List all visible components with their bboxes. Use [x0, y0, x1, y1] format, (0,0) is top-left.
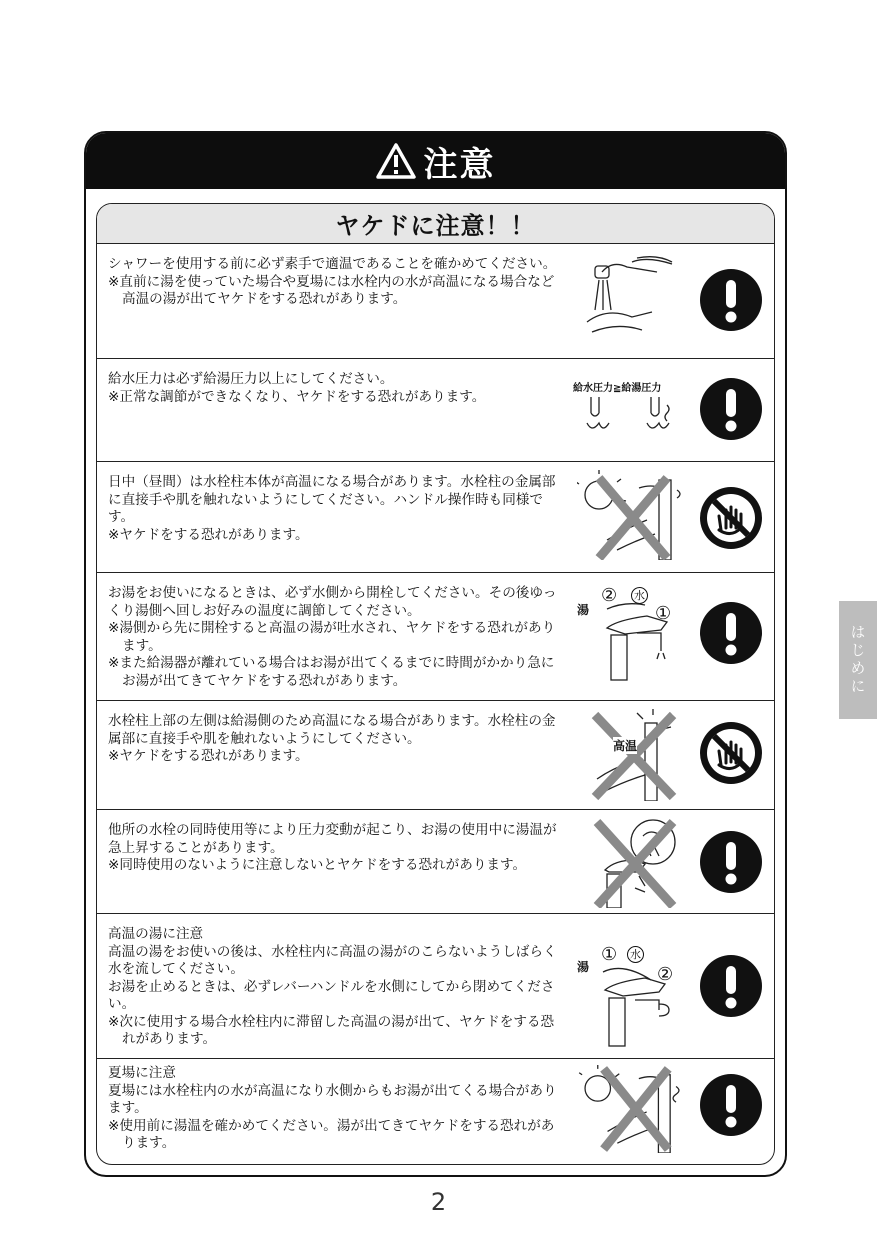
step-label: ② [657, 964, 674, 985]
mandatory-icon [699, 830, 763, 894]
lever-operation-illustration [577, 583, 687, 673]
warning-note: ※直前に湯を使っていた場合や夏場には水栓内の水が高温になる場合など高温の湯が出てヤケドをする恐れがあります。 [108, 273, 555, 307]
warning-text: 他所の水栓の同時使用等により圧力変動が起こり、お湯の使用中に湯温が急上昇することがあります。 [108, 822, 557, 856]
sun-hot-faucet-illustration [577, 470, 687, 560]
lever-close-illustration [577, 942, 687, 1032]
warning-row [97, 573, 774, 701]
warning-note: ※次に使用する場合水栓柱内に滞留した高温の湯が出て、ヤケドをする恐れがあります。 [108, 1013, 555, 1047]
warning-text: シャワーを使用する前に必ず素手で適温であることを確かめてください。 [108, 256, 557, 272]
mandatory-icon [699, 268, 763, 332]
warning-note: ※正常な調節ができなくなり、ヤケドをする恐れがあります。 [108, 388, 486, 405]
warning-note: ※同時使用のないように注意しないとヤケドをする恐れがあります。 [108, 857, 527, 873]
warning-text: 夏場には水栓柱内の水が高温になり水側からもお湯が出てくる場合があります。 [108, 1082, 557, 1116]
warning-note: ※使用前に湯温を確かめてください。湯が出てきてヤケドをする恐れがあります。 [108, 1117, 555, 1151]
no-touch-icon [699, 486, 763, 550]
mandatory-icon [699, 601, 763, 665]
warning-note: ※また給湯器が離れている場合はお湯が出てくるまでに時間がかかり急にお湯が出てきてヤケドをする恐れがあります。 [108, 655, 555, 689]
warning-row [97, 359, 774, 462]
faucet-lever-drawing [577, 583, 687, 683]
warning-row [97, 810, 774, 914]
hot-label: 湯 [577, 960, 590, 974]
burn-warning-title: ヤケドに注意！！ [97, 204, 774, 244]
mandatory-icon [699, 377, 763, 441]
step-label: ① [655, 603, 672, 624]
warning-text: 水栓柱上部の左側は給湯側のため高温になる場合があります。水栓柱の金属部に直接手や肌を触れないようにしてください。 [108, 713, 556, 747]
warning-note: ※ヤケドをする恐れがあります。 [108, 748, 309, 764]
warning-text: 日中（昼間）は水栓柱本体が高温になる場合があります。水栓柱の金属部に直接手や肌を触れないようにしてください。ハンドル操作時も同様です。 [108, 474, 556, 525]
warning-row [97, 244, 774, 359]
burn-warning-box [96, 203, 775, 1165]
section-tab[interactable]: はじめに [839, 601, 877, 719]
hot-top-illustration [577, 709, 687, 799]
pressure-surge-illustration [577, 818, 687, 908]
warning-note: ※ヤケドをする恐れがあります。 [108, 526, 309, 543]
warning-heading: 夏場に注意 [108, 1065, 176, 1081]
warning-row [97, 701, 774, 810]
cold-label: 水 [631, 587, 648, 604]
warning-heading: 高温の湯に注意 [108, 926, 204, 942]
hot-label: 高温 [613, 739, 638, 753]
warning-text: お湯をお使いになるときは、必ず水側から開栓してください。その後ゆっくり湯側へ回しお好みの温度に調節してください。 [108, 585, 557, 619]
pressure-illustration [573, 367, 687, 457]
cold-label: 水 [627, 946, 644, 963]
pressure-label: 給水圧力≧給湯圧力 [573, 383, 662, 394]
caution-frame [84, 131, 787, 1177]
warning-note: ※湯側から先に開栓すると高温の湯が吐水され、ヤケドをする恐れがあります。 [108, 620, 556, 654]
hot-faucet-drawing [577, 709, 687, 801]
caution-header [86, 133, 785, 189]
no-touch-icon [699, 721, 763, 785]
mandatory-icon [699, 954, 763, 1018]
hot-label: 湯 [577, 603, 590, 617]
mandatory-icon [699, 1073, 763, 1137]
warning-text: 給水圧力は必ず給湯圧力以上にしてください。 [108, 371, 394, 387]
page-number: 2 [430, 1188, 447, 1216]
warning-row [97, 462, 774, 573]
faucet-lever-drawing [577, 942, 687, 1052]
warning-text: お湯を止めるときは、必ずレバーハンドルを水側にしてから閉めてください。 [108, 978, 555, 1012]
warning-text: 高温の湯をお使いの後は、水栓柱内に高温の湯がのこらないようしばらく水を流してください。 [108, 943, 557, 977]
warning-row [97, 1059, 774, 1165]
summer-sun-illustration [577, 1063, 687, 1153]
faucet-pipes-drawing [577, 393, 687, 453]
shower-hand-illustration [577, 252, 687, 342]
warning-triangle-icon [376, 143, 416, 179]
caution-title: 注意 [423, 144, 496, 185]
step-label: ① [601, 944, 618, 965]
warning-row [97, 914, 774, 1059]
step-label: ② [601, 585, 618, 606]
